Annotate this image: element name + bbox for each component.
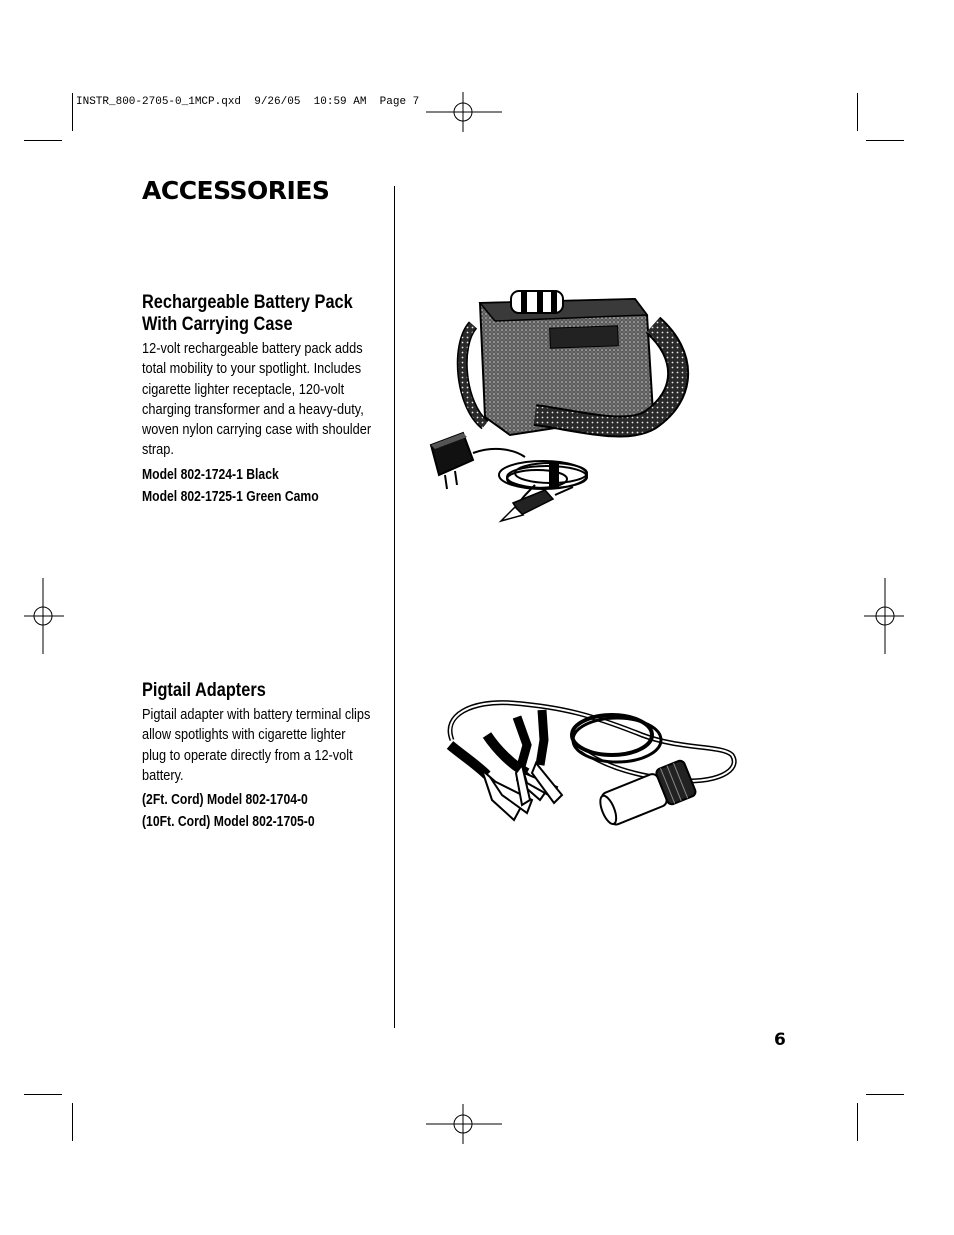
registration-mark-icon [24,578,64,654]
page-title: ACCESSORIES [142,176,330,205]
pigtail-adapter-illustration [432,695,742,830]
crop-mark [72,1103,73,1141]
registration-mark-icon [426,1104,502,1144]
crop-mark [866,140,904,141]
model-number: (2Ft. Cord) Model 802-1704-0 [142,792,308,809]
battery-pack-heading: Rechargeable Battery Pack With Carrying Case [142,292,353,335]
battery-pack-description: 12-volt rechargeable battery pack adds total mobility to your spotlight. Includes cigarette lighter receptacle, 120-volt charging transformer and a heavy-duty, woven nylon carrying case with shoulder strap. [142,341,372,459]
model-number: Model 802-1724-1 Black [142,466,279,483]
battery-pack-section [142,292,377,508]
registration-mark-icon [864,578,904,654]
crop-mark [24,1094,62,1095]
pigtail-adapters-description: Pigtail adapter with battery terminal clips allow spotlights with cigarette lighter plug to operate directly from a 12-volt battery. [142,707,371,784]
model-number: (10Ft. Cord) Model 802-1705-0 [142,814,315,831]
crop-mark [72,93,73,131]
crop-mark [24,140,62,141]
page-number: 6 [774,1030,786,1050]
slug-line: INSTR_800-2705-0_1MCP.qxd 9/26/05 10:59 AM Page 7 [76,96,420,108]
crop-mark [866,1094,904,1095]
pigtail-adapters-section [142,680,377,833]
crop-mark [857,93,858,131]
battery-pack-illustration [425,285,690,533]
crop-mark [857,1103,858,1141]
pigtail-adapters-heading: Pigtail Adapters [142,680,266,701]
column-divider [394,186,395,1028]
model-number: Model 802-1725-1 Green Camo [142,488,319,505]
registration-mark-icon [426,92,502,132]
